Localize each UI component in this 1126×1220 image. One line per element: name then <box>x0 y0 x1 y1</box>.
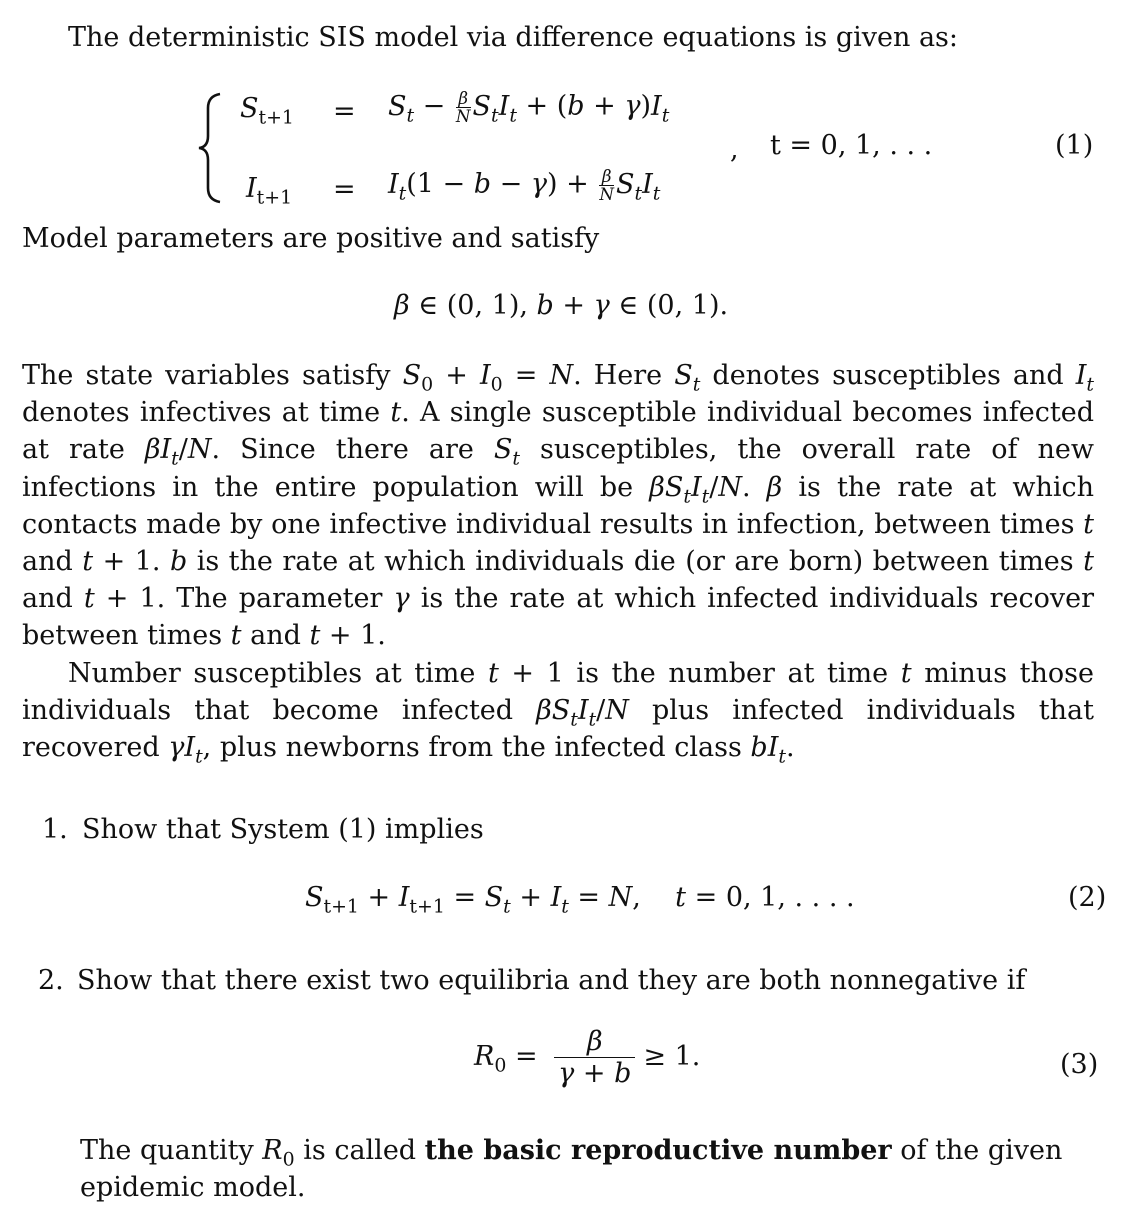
left-brace-icon <box>196 92 226 204</box>
system-rhs-2: $I_t(1 - b - \gamma)$ + $\frac{\beta}{N}$ $S_tI_t$ <box>388 166 661 205</box>
params-equation: β ∈ (0, 1), b + γ ∈ (0, 1). <box>394 290 729 321</box>
item-1-text: Show that System (1) implies <box>82 814 484 845</box>
paragraph-susceptibles: Number susceptibles at time t + 1 is the number at time t minus those individuals that become infected $\beta S_tI_t/N$ plus infected individuals that recovered $\gamma I_t$, plus newborns from the infected class $bI_t$. <box>22 658 1095 769</box>
item-2-equation: $R_0$ = $\frac{\beta}{\gamma + b}$ ≥ 1. <box>474 1026 701 1090</box>
system-eq-2: = <box>333 174 356 205</box>
item-2-text: Show that there exist two equilibria and they are both nonnegative if <box>77 965 1026 996</box>
system-comma: , <box>730 134 739 165</box>
system-eq-1: = <box>333 96 356 127</box>
system-lhs-1: $S_{t+1}$ <box>240 93 294 129</box>
closing-text: The quantity $R_0$ is called the basic reproductive number of the given epidemic model. <box>80 1135 1063 1203</box>
bold-term: the basic reproductive number <box>424 1135 892 1166</box>
equation-number-1: (1) <box>1055 130 1094 161</box>
system-rhs-1: $S_t$ − $\frac{\beta}{N}$ $S_tI_t + (b + \gamma)I_t$ <box>388 88 670 127</box>
paragraph-model-description: The state variables satisfy $S_0 + I_0 = N$. Here $S_t$ denotes susceptibles and $I_t$ denotes infectives at time t. A single susceptible individual becomes infected at rate $\beta I_t/N$. Since there are $S_t$ susceptibles, the overall rate of new infections in the entire population will be $\beta S_tI_t/N$. β is the rate at which contacts made by one infective individual results in infection, between times t and t + 1. b is the rate at which individuals die (or are born) between times t and t + 1. The parameter γ is the rate at which infected individuals recover between times t and t + 1. <box>22 360 1094 652</box>
system-lhs-2: $I_{t+1}$ <box>246 173 293 209</box>
item-1-equation: $S_{t+1} + I_{t+1} = S_t + I_t = N$, t = 0, 1, . . . . <box>305 882 855 918</box>
intro-text: The deterministic SIS model via difference equations is given as: <box>68 22 959 53</box>
item-1-label: 1. <box>42 814 68 845</box>
system-range: t = 0, 1, . . . <box>770 130 933 161</box>
equation-number-2: (2) <box>1068 882 1107 913</box>
item-2-label: 2. <box>38 965 64 996</box>
equation-number-3: (3) <box>1060 1049 1099 1080</box>
params-intro: Model parameters are positive and satisfy <box>22 223 600 254</box>
